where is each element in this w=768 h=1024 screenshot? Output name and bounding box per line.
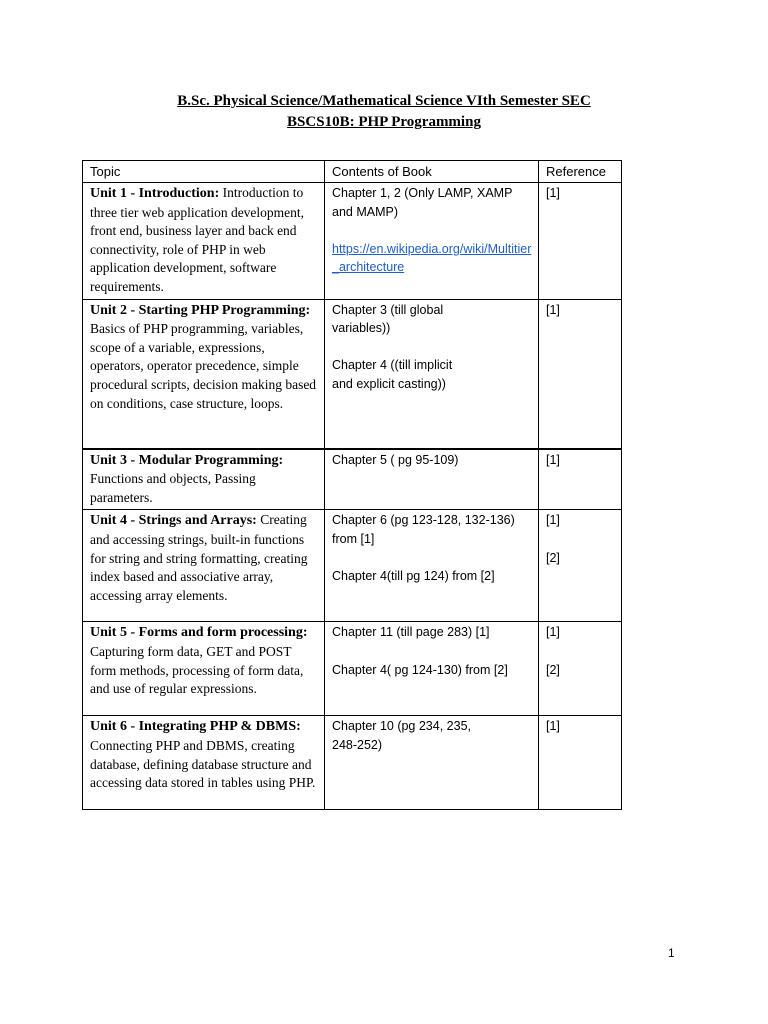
contents-cell [325,510,539,622]
contents-text: Chapter 5 ( pg 95-109) [332,452,459,467]
unit-title: Unit 6 - Integrating PHP & DBMS: [90,719,301,735]
reference-cell [539,449,622,510]
contents-cell [325,299,539,449]
table-row [83,716,622,810]
topic-cell [83,299,325,449]
reference-text: [1] [546,625,560,640]
reference-cell [539,510,622,622]
unit-description: Basics of PHP programming, variables, scope of a variable, expressions, operators, operator precedence, simple procedural scripts, decision making based on conditions, case structure, loops. [90,321,317,411]
reference-cell [539,716,622,810]
contents-text: Chapter 6 (pg 123-128, 132-136) from [1] [332,513,515,546]
unit-description: Connecting PHP and DBMS, creating database, defining database structure and accessing data stored in tables using PHP. [90,737,316,791]
topic-cell [83,183,325,300]
topic-cell [83,449,325,510]
table-row [83,622,622,716]
contents-cell [325,716,539,810]
topic-cell [83,622,325,716]
column-header-contents: Contents of Book [325,161,539,183]
contents-text: Chapter 11 (till page 283) [1] [332,625,490,640]
contents-text: Chapter 4( pg 124-130) from [2] [332,662,508,677]
document-title: B.Sc. Physical Science/Mathematical Science VIth Semester SEC [177,93,591,109]
contents-text: Chapter 1, 2 (Only LAMP, XAMP and MAMP) [332,186,513,219]
reference-text: [1] [546,513,560,528]
contents-text: Chapter 3 (till global variables)) [332,302,444,336]
unit-description: Capturing form data, GET and POST form methods, processing of form data, and use of regular expressions. [90,643,304,697]
unit-title: Unit 5 - Forms and form processing: [90,625,308,641]
contents-cell [325,449,539,510]
page-number: 1 [668,946,675,960]
reference-text: [1] [546,719,560,734]
topic-cell [83,716,325,810]
reference-cell [539,299,622,449]
syllabus-table [82,160,622,810]
wikipedia-link[interactable]: https://en.wikipedia.org/wiki/Multitier_architecture [332,241,532,275]
reference-text: [2] [546,550,560,565]
unit-title: Unit 3 - Modular Programming: [90,452,284,468]
topic-cell [83,510,325,622]
table-row [83,449,622,510]
reference-text: [1] [546,452,560,467]
reference-cell [539,622,622,716]
unit-title: Unit 4 - Strings and Arrays: [90,513,257,529]
unit-title: Unit 1 - Introduction: [90,186,220,201]
contents-cell [325,183,539,300]
document-subtitle: BSCS10B: PHP Programming [287,114,481,130]
table-row [83,183,622,300]
table-header-row [83,161,622,183]
contents-text: Chapter 4(till pg 124) from [2] [332,569,495,584]
unit-description: Creating and accessing strings, built-in functions for string and string formatting, creating index based and associative array, accessing array elements. [90,512,308,603]
reference-text: [2] [546,662,560,677]
column-header-reference: Reference [539,161,622,183]
contents-text: Chapter 10 (pg 234, 235, 248-252) [332,719,471,752]
contents-text: Chapter 4 ((till implicit and explicit casting)) [332,358,453,391]
column-header-topic: Topic [83,161,325,183]
unit-description: Introduction to three tier web application development, front end, business layer and back end connectivity, role of PHP in web application development, software requirements. [90,185,305,294]
contents-cell [325,622,539,716]
reference-text: [1] [546,302,560,317]
unit-title: Unit 2 - Starting PHP Programming: [90,302,311,318]
reference-text: [1] [546,186,560,200]
table-row [83,510,622,622]
table-row [83,299,622,449]
unit-description: Functions and objects, Passing parameters. [90,471,256,505]
reference-cell [539,183,622,300]
